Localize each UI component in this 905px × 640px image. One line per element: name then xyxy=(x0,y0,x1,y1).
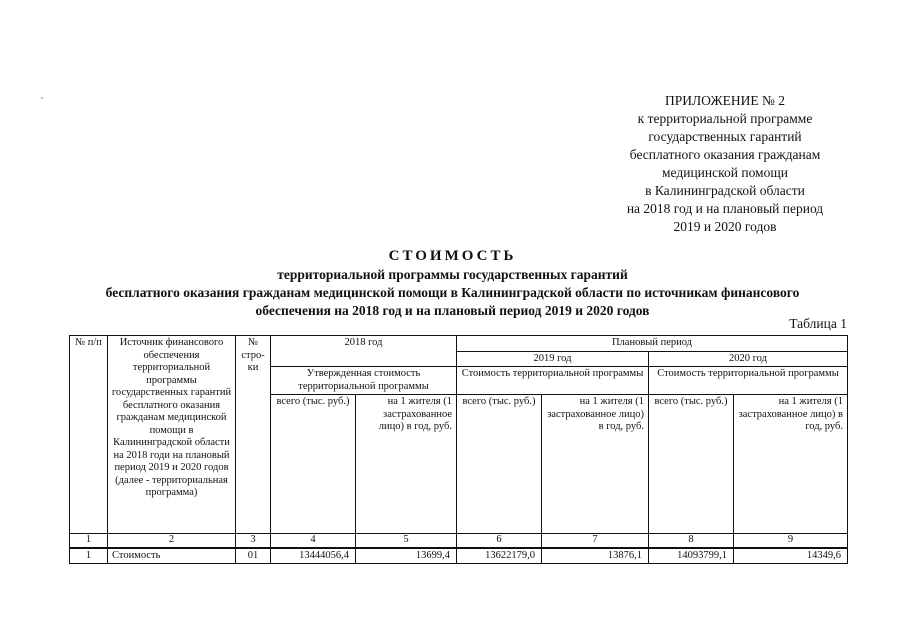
cell-per-2019: 13876,1 xyxy=(542,548,649,564)
column-number: 7 xyxy=(542,534,649,548)
column-number: 5 xyxy=(356,534,457,548)
column-number: 3 xyxy=(236,534,271,548)
header-cost-2020: Стоимость территориальной программы xyxy=(649,367,848,395)
title-line: бесплатного оказания гражданам медицинской помощи в Калининградской области по источникам финансового xyxy=(105,285,800,300)
column-number: 2 xyxy=(108,534,236,548)
appendix-line: 2019 и 2020 годов xyxy=(673,219,777,234)
header-approved-cost: Утвержденная стоимость территориальной программы xyxy=(271,367,457,395)
scan-dot xyxy=(41,97,43,99)
table-row xyxy=(70,548,848,564)
header-total: всего (тыс. руб.) xyxy=(271,395,356,534)
cell-name: Стоимость xyxy=(108,548,236,564)
header-2020: 2020 год xyxy=(649,351,848,367)
header-row-no: № стро-ки xyxy=(236,336,271,534)
header-per-resident: на 1 жителя (1 застрахованное лицо) в год, руб. xyxy=(542,395,649,534)
document-title xyxy=(30,246,875,320)
column-number: 4 xyxy=(271,534,356,548)
cell-total-2020: 14093799,1 xyxy=(649,548,734,564)
appendix-line: бесплатного оказания гражданам xyxy=(629,147,821,162)
cell-total-2018: 13444056,4 xyxy=(271,548,356,564)
appendix-header xyxy=(600,92,850,236)
header-source: Источник финансового обеспечения территориальной программы государственных гарантий бесплатного оказания гражданам медицинской помощи в Калининградской области на 2018 годи на плановый период 2019 и 2020 годов (далее - территориальная программа) xyxy=(108,336,236,534)
header-row xyxy=(70,336,848,352)
cell-per-2020: 14349,6 xyxy=(734,548,848,564)
title-line: обеспечения на 2018 год и на плановый период 2019 и 2020 годов xyxy=(255,303,650,318)
title-line: территориальной программы государственных гарантий xyxy=(277,267,628,282)
appendix-line: медицинской помощи xyxy=(662,165,788,180)
cell-per-2018: 13699,4 xyxy=(356,548,457,564)
cell-num: 1 xyxy=(70,548,108,564)
appendix-line: в Калининградской области xyxy=(645,183,805,198)
header-2018: 2018 год xyxy=(271,336,457,367)
header-total: всего (тыс. руб.) xyxy=(457,395,542,534)
appendix-line: ПРИЛОЖЕНИЕ № 2 xyxy=(664,93,786,108)
title-main: СТОИМОСТЬ xyxy=(388,248,517,264)
header-planned: Плановый период xyxy=(457,336,848,352)
cell-row-code: 01 xyxy=(236,548,271,564)
header-cost-2019: Стоимость территориальной программы xyxy=(457,367,649,395)
header-2019: 2019 год xyxy=(457,351,649,367)
column-number: 9 xyxy=(734,534,848,548)
header-per-resident: на 1 жителя (1 застрахованное лицо) в год, руб. xyxy=(356,395,457,534)
cell-total-2019: 13622179,0 xyxy=(457,548,542,564)
header-total: всего (тыс. руб.) xyxy=(649,395,734,534)
appendix-line: на 2018 год и на плановый период xyxy=(626,201,824,216)
header-per-resident: на 1 жителя (1 застрахованное лицо) в год, руб. xyxy=(734,395,848,534)
header-num: № п/п xyxy=(70,336,108,534)
cost-table xyxy=(69,335,848,564)
column-number: 1 xyxy=(70,534,108,548)
column-number: 8 xyxy=(649,534,734,548)
appendix-line: к территориальной программе xyxy=(637,111,813,126)
column-number: 6 xyxy=(457,534,542,548)
column-number-row xyxy=(70,534,848,548)
appendix-line: государственных гарантий xyxy=(648,129,802,144)
table-label: Таблица 1 xyxy=(789,316,847,331)
